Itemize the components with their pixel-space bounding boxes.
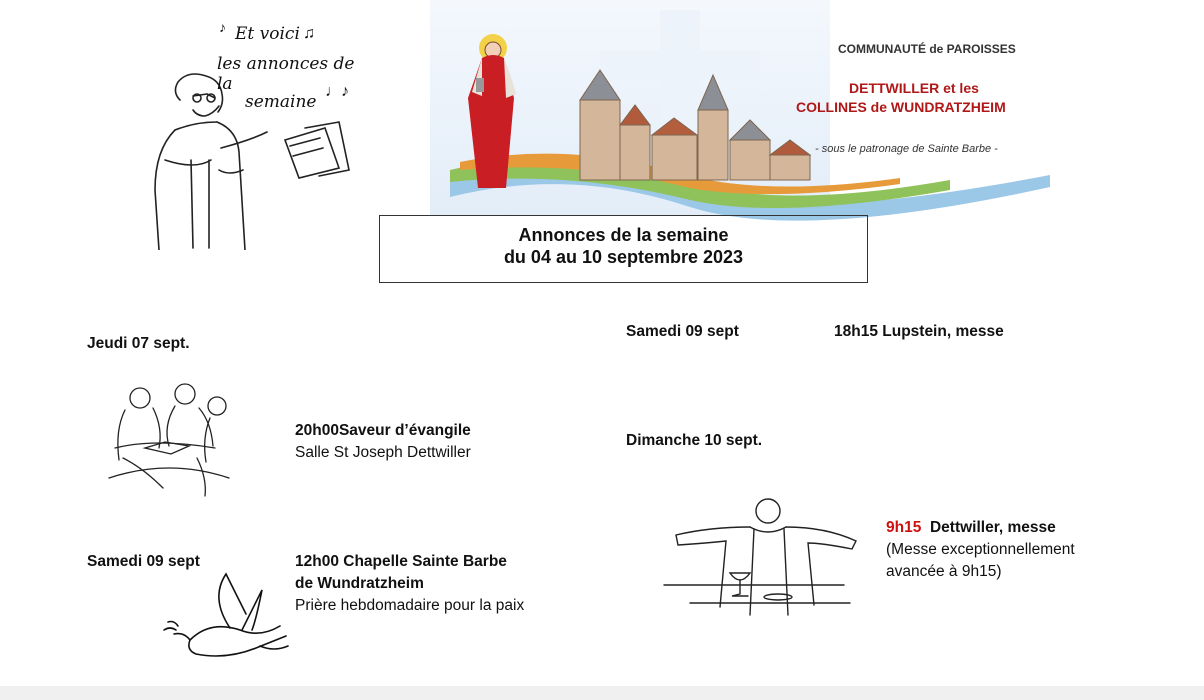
speech-line-1: Et voici — [235, 24, 300, 44]
samedi-left-line-2: de Wundratzheim — [295, 575, 424, 592]
bottom-strip — [0, 686, 1204, 700]
priest-drawing — [135, 10, 375, 250]
dove-drawing — [160, 570, 300, 670]
dimanche-event-title: Dettwiller, messe — [929, 519, 1056, 536]
dimanche-note-line-1 — [886, 541, 1075, 559]
jeudi-title: Saveur d’évangile — [338, 422, 471, 439]
mass-illustration — [660, 493, 860, 623]
title-box — [379, 215, 868, 283]
bible-group-drawing — [105, 378, 235, 500]
samedi-right-day: Samedi 09 sept — [626, 323, 739, 340]
jeudi-time: 20h00 — [295, 422, 339, 439]
mass-drawing — [660, 493, 860, 623]
dimanche-event — [886, 519, 1056, 537]
bible-group-illustration — [105, 378, 235, 500]
jeudi-place: Salle St Joseph Dettwiller — [295, 444, 471, 461]
banner-community: COMMUNAUTÉ de PAROISSES — [838, 42, 1016, 56]
banner-parish-line-1: DETTWILLER et les — [849, 80, 979, 96]
dimanche-note-line-2: avancée à 9h15) — [886, 563, 1002, 580]
samedi-left-line-1: 12h00 Chapelle Sainte Barbe — [295, 553, 507, 570]
banner-patronage: - sous le patronage de Sainte Barbe - — [815, 143, 998, 155]
svg-text:♪: ♪ — [219, 19, 226, 35]
samedi-left-day: Samedi 09 sept — [87, 553, 200, 570]
jeudi-day: Jeudi 07 sept. — [87, 335, 190, 352]
svg-text:♫: ♫ — [303, 25, 315, 42]
samedi-right-event: 18h15 Lupstein, messe — [834, 323, 1004, 340]
svg-text:♩♪: ♩♪ — [325, 83, 349, 100]
samedi-left-line-3: Prière hebdomadaire pour la paix — [295, 597, 525, 614]
dove-illustration — [160, 570, 300, 670]
parish-banner — [430, 0, 1055, 240]
dimanche-time: 9h15 — [886, 519, 922, 536]
title-line-1: Annonces de la semaine — [518, 225, 729, 245]
priest-illustration — [135, 10, 375, 250]
dimanche-note-text-1: (Messe exceptionnellement — [886, 541, 1075, 558]
parish-banner-artwork — [430, 0, 1055, 240]
banner-parish-line-2: COLLINES de WUNDRATZHEIM — [796, 99, 1006, 115]
speech-line-2: les annonces de la — [217, 54, 355, 94]
jeudi-event-title — [295, 422, 471, 440]
speech-line-3: semaine — [245, 92, 317, 112]
dimanche-day: Dimanche 10 sept. — [626, 432, 763, 449]
title-line-2: du 04 au 10 septembre 2023 — [503, 247, 744, 267]
